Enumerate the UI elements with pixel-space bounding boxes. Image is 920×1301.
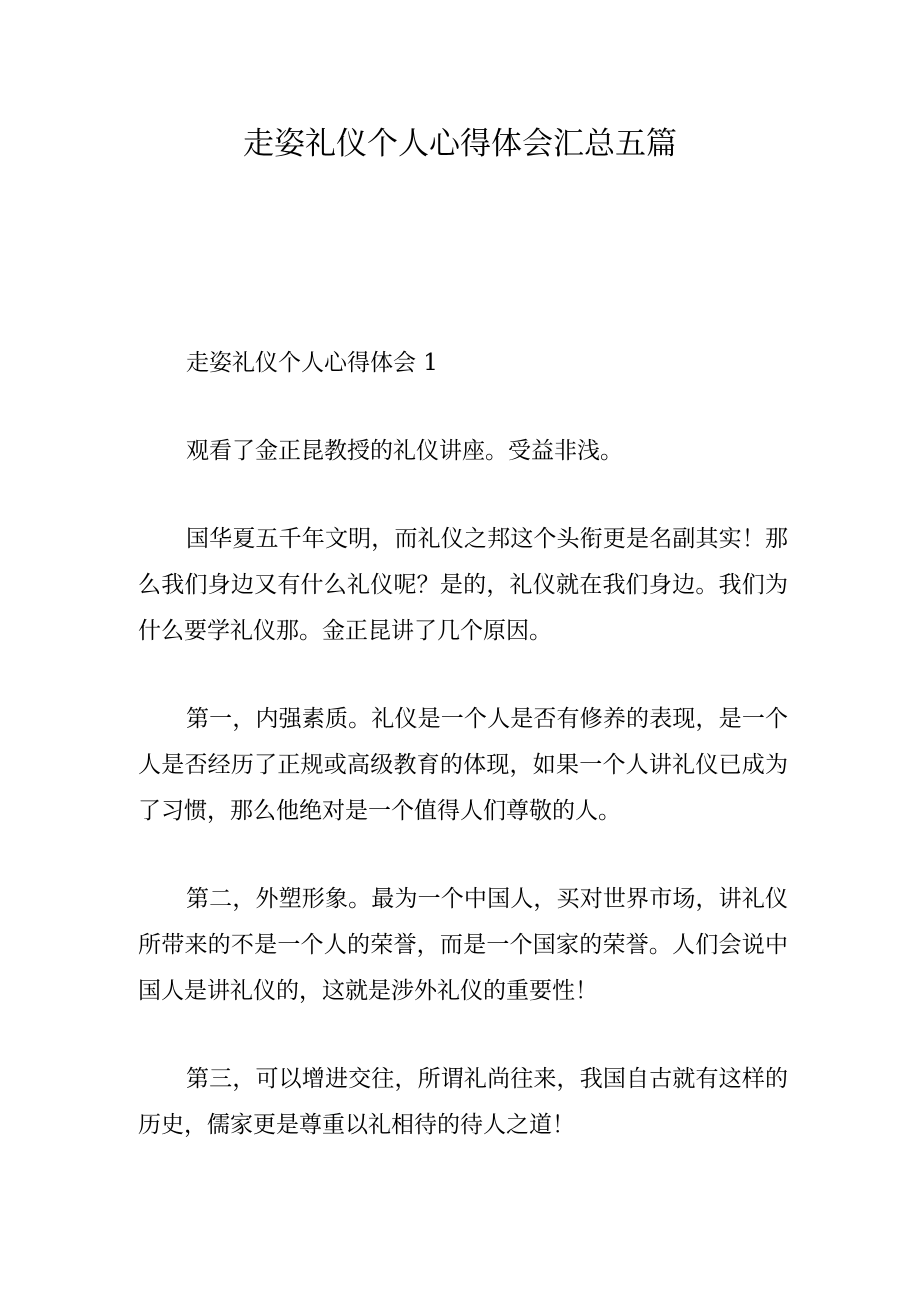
document-title: 走姿礼仪个人心得体会汇总五篇 bbox=[243, 126, 677, 162]
document-body bbox=[138, 340, 788, 1190]
paragraph: 观看了金正昆教授的礼仪讲座。受益非浅。 bbox=[186, 438, 623, 464]
paragraph: 第二，外塑形象。最为一个中国人，买对世界市场，讲礼仪所带来的不是一个人的荣誉，而是一个国家的荣誉。人们会说中国人是讲礼仪的，这就是涉外礼仪的重要性！ bbox=[138, 886, 788, 1004]
paragraph: 第三，可以增进交往，所谓礼尚往来，我国自古就有这样的历史，儒家更是尊重以礼相待的待人之道！ bbox=[138, 1066, 788, 1138]
paragraph: 第一，内强素质。礼仪是一个人是否有修养的表现，是一个人是否经历了正规或高级教育的体现，如果一个人讲礼仪已成为了习惯，那么他绝对是一个值得人们尊敬的人。 bbox=[138, 706, 788, 824]
section-heading: 走姿礼仪个人心得体会 1 bbox=[186, 350, 438, 376]
paragraph: 国华夏五千年文明，而礼仪之邦这个头衔更是名副其实！那么我们身边又有什么礼仪呢？是的，礼仪就在我们身边。我们为什么要学礼仪那。金正昆讲了几个原因。 bbox=[138, 526, 788, 644]
